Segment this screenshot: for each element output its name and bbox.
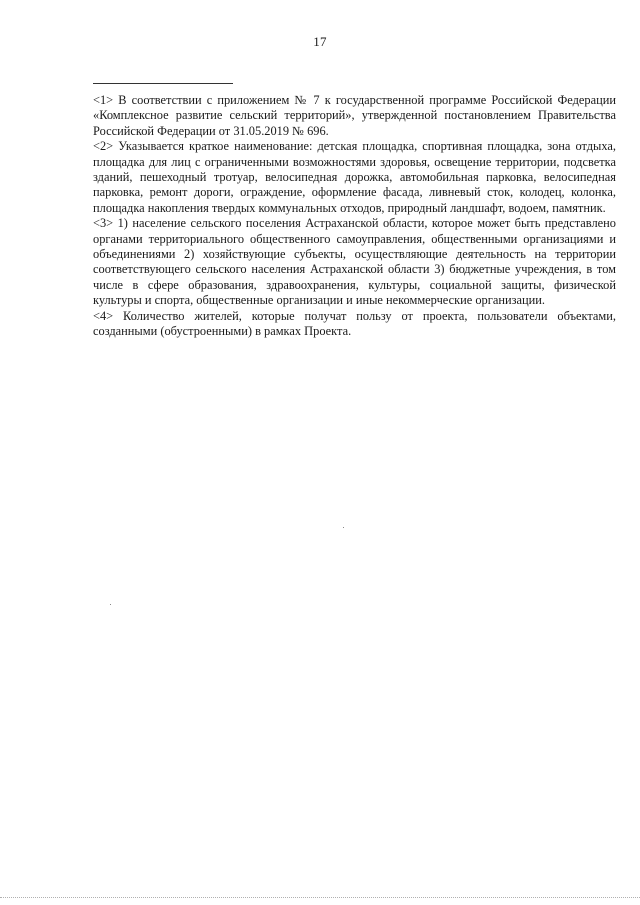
footnote-separator [93,83,233,84]
scan-artifact [343,527,344,528]
footnote-3: <3> 1) население сельского поселения Астраханской области, которое может быть представлено органами территориального общественного самоуправления, общественными организациями и объединениями 2) хозяйствующие субъекты, осуществляющие деятельность на территории соответствующего сельского населения Астраханской области 3) бюджетные учреждения, в том числе в сфере образования, здравоохранения, культуры, социальной защиты, физической культуры и спорта, общественные организации и иные некоммерческие организации. [93,216,616,308]
scan-edge-artifact [0,897,640,898]
scan-artifact [110,604,111,605]
footnote-4: <4> Количество жителей, которые получат пользу от проекта, пользователи объектами, созданными (обустроенными) в рамках Проекта. [93,308,616,339]
footnote-1: <1> В соответствии с приложением № 7 к государственной программе Российской Федерации «Комплексное развитие сельский территорий», утвержденной постановлением Правительства Российской Федерации от 31.05.2019 № 696. [93,93,616,138]
page-number: 17 [313,34,327,49]
footnote-2: <2> Указывается краткое наименование: детская площадка, спортивная площадка, зона отдыха, площадка для лиц с ограниченными возможностями здоровья, освещение территории, подсветка зданий, пешеходный тротуар, велосипедная дорожка, автомобильная парковка, велосипедная парковка, ремонт дороги, ограждение, оформление фасада, ливневый сток, колодец, колонка, площадка накопления твердых коммунальных отходов, природный ландшафт, водоем, памятник. [93,139,616,215]
footnotes-block [93,93,616,340]
